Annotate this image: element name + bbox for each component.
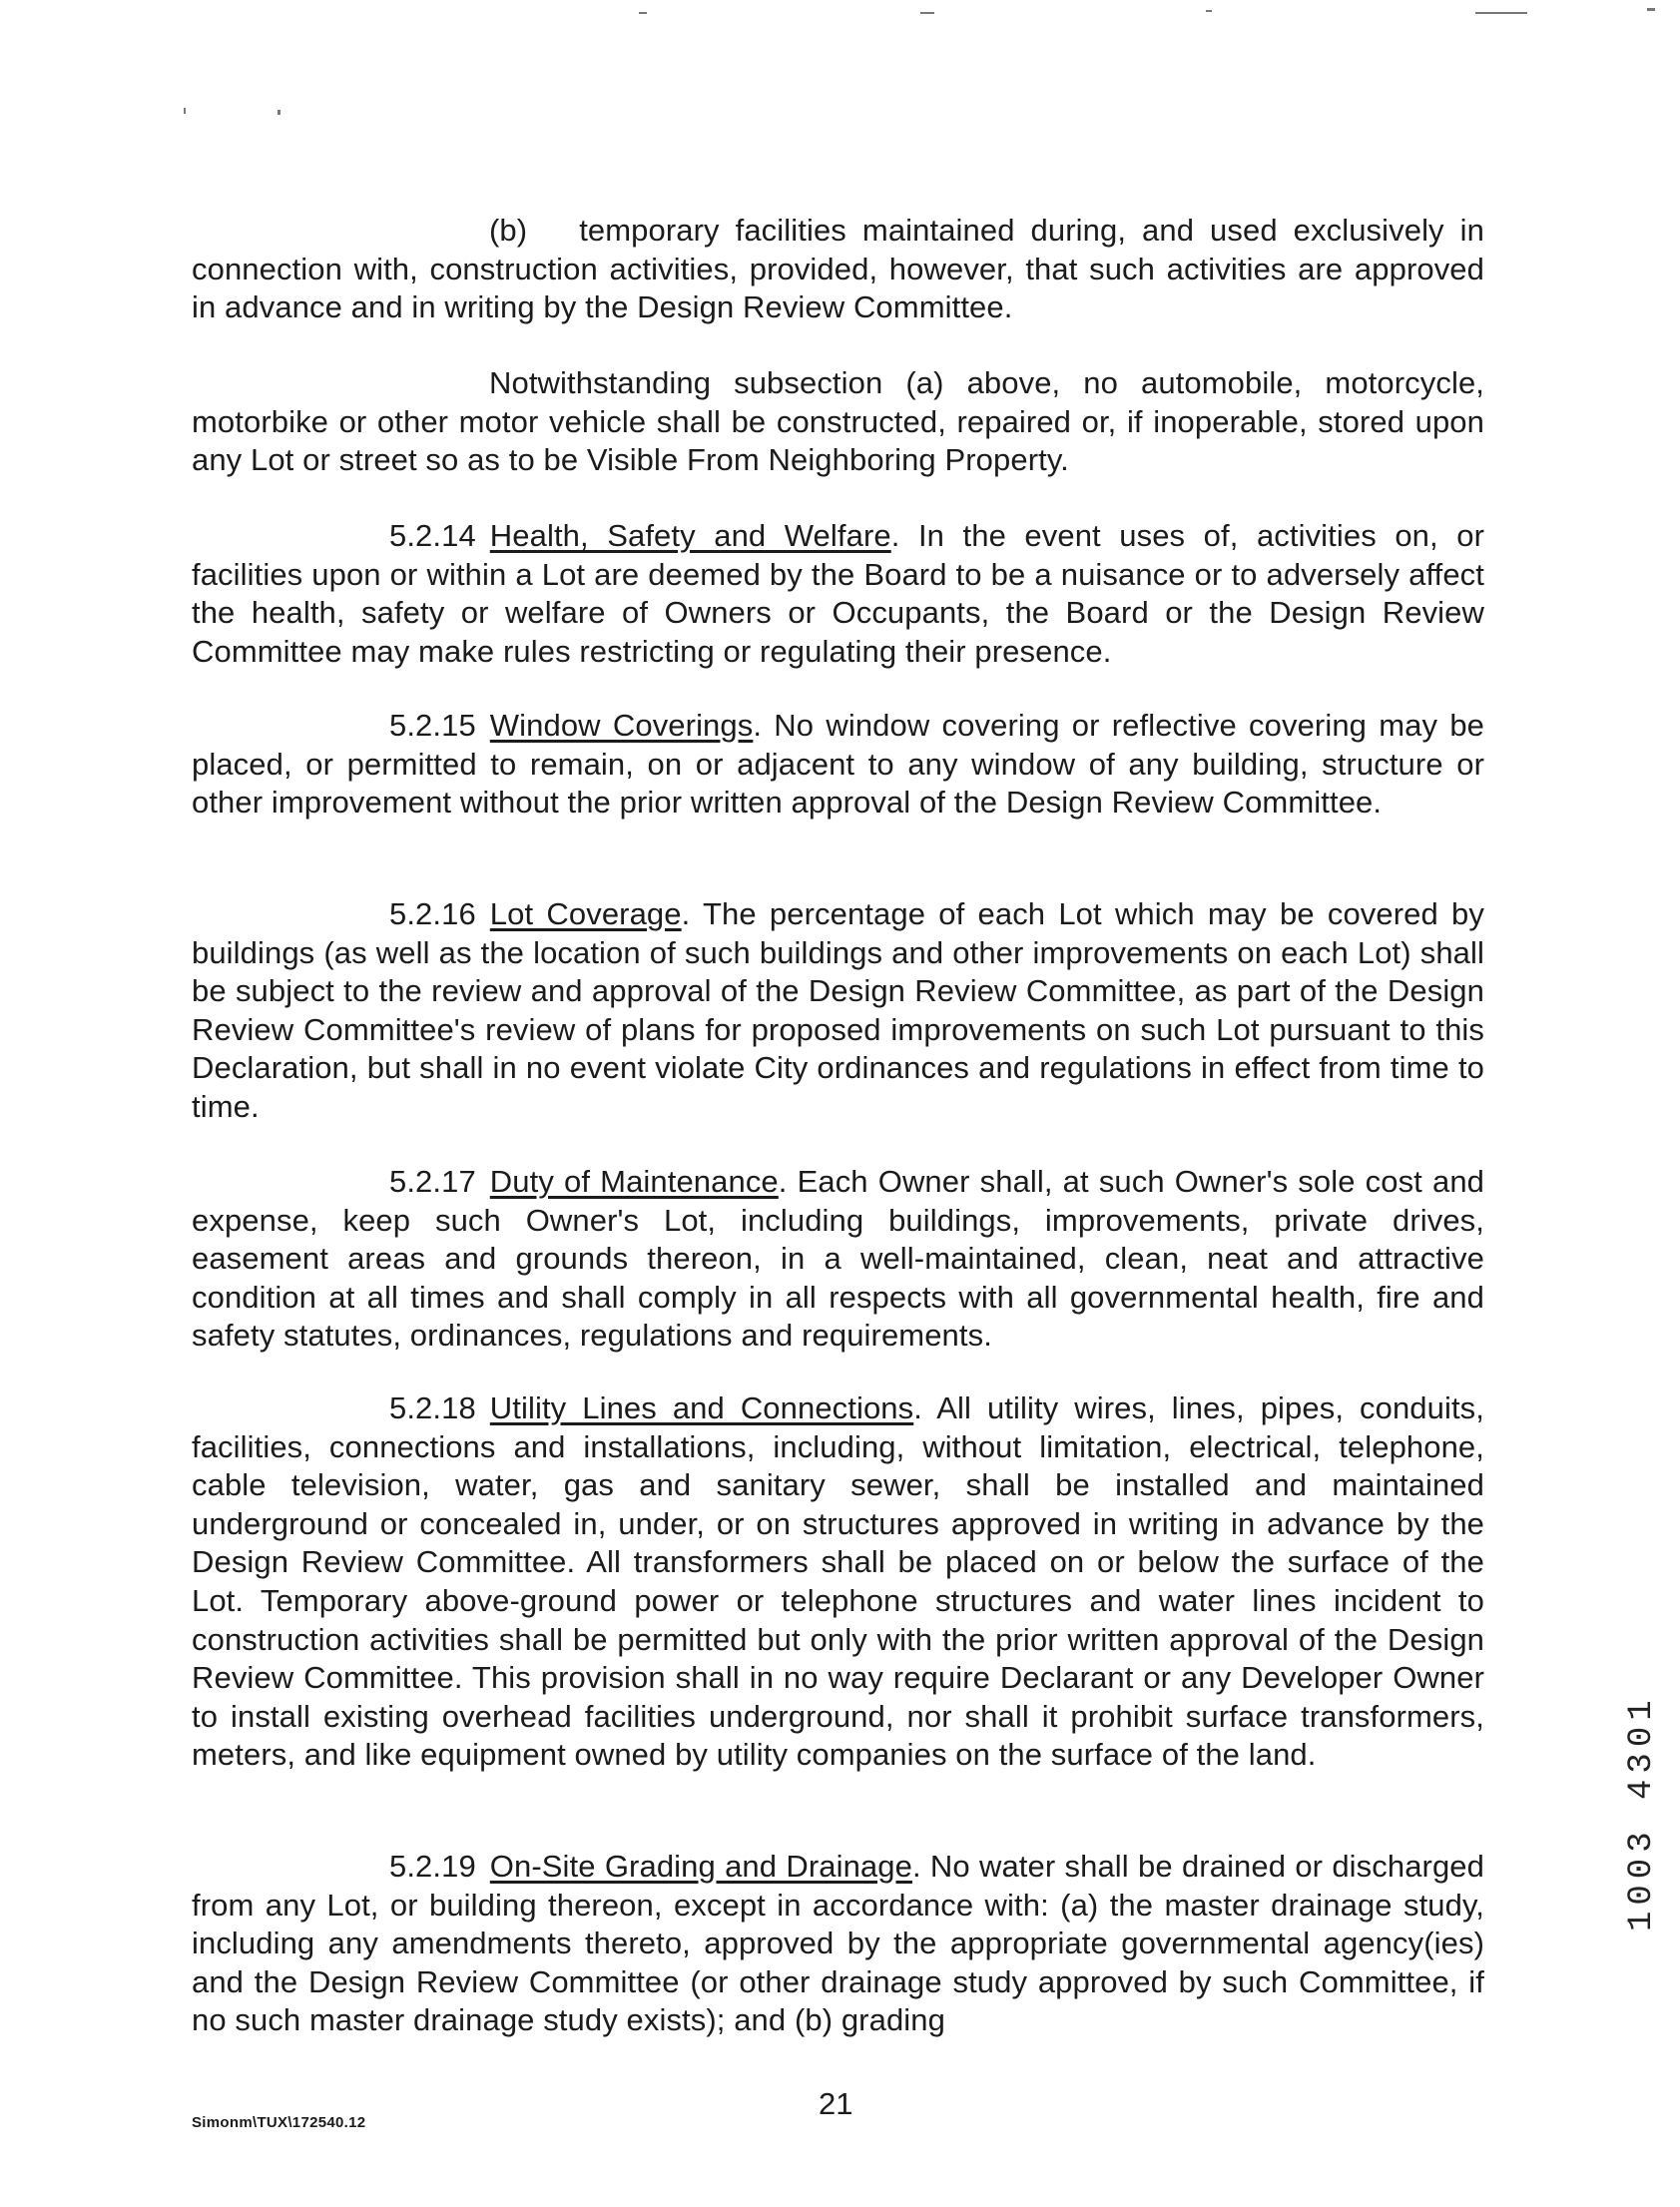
section-number: 5.2.18 (389, 1390, 476, 1425)
page-number: 21 (819, 2086, 853, 2121)
section-number: 5.2.17 (389, 1164, 476, 1199)
section-5-2-16: 5.2.16 Lot Coverage. The percentage of each Lot which may be covered by buildings (as well as the location of such buildings and other improvements on each Lot) shall be subject to the review and approval of the Design Review Committee, as part of the Design Review Committee's review of plans for proposed improvements on such Lot pursuant to this Declaration, but shall in no event violate City ordinances and regulations in effect from time to time. (192, 896, 1485, 1124)
section-5-2-15: 5.2.15 Window Coverings. No window covering or reflective covering may be placed, or permitted to remain, on or adjacent to any window of any building, structure or other improvement without the prior written approval of the Design Review Committee. (192, 708, 1484, 821)
footer-file-id: Simonm\TUX\172540.12 (192, 2114, 366, 2131)
section-text: No water shall be drained or discharged from any Lot, or building thereon, except in accordance with: (a) the master drainage study, including any amendments thereto, approved by the appropriate governmental agency(ies) and the Design Review Committee (or other drainage study approved by such Committee, if no such master drainage study exists); and (b) grading (192, 1849, 1484, 2038)
scan-artifact (920, 12, 934, 14)
paragraph-notwithstanding (192, 364, 1484, 480)
scan-artifact (1206, 10, 1212, 12)
section-heading: Health, Safety and Welfare (489, 518, 891, 553)
section-text: The percentage of each Lot which may be covered by buildings (as well as the location of such buildings and other improvements on each Lot) shall be subject to the review and approval of the Design Review Committee, as part of the Design Review Committee's review of plans for proposed improvements on such Lot pursuant to this Declaration, but shall in no event violate City ordinances and regulations in effect from time to time. (192, 896, 1485, 1124)
scan-artifact (278, 110, 280, 115)
margin-stamp-text: 1003 4301 (1623, 1694, 1661, 1931)
section-heading: Utility Lines and Connections (489, 1390, 914, 1425)
paragraph-b (192, 212, 1484, 327)
section-text: All utility wires, lines, pipes, conduits, facilities, connections and installations, including, without limitation, electrical, telephone, cable television, water, gas and sanitary sewer, shall be installed and maintained underground or concealed in, under, or on structures approved in writing in advance by the Design Review Committee. All transformers shall be placed on or below the surface of the Lot. Temporary above-ground power or telephone structures and water lines incident to construction activities shall be permitted but only with the prior written approval of the Design Review Committee. This provision shall in no way require Declarant or any Developer Owner to install existing overhead facilities underground, nor shall it prohibit surface transformers, meters, and like equipment owned by utility companies on the surface of the land. (192, 1390, 1484, 1773)
scan-artifact (1647, 8, 1655, 11)
section-5-2-18: 5.2.18 Utility Lines and Connections. All utility wires, lines, pipes, conduits, facilities, connections and installations, including, without limitation, electrical, telephone, cable television, water, gas and sanitary sewer, shall be installed and maintained underground or concealed in, under, or on structures approved in writing in advance by the Design Review Committee. All transformers shall be placed on or below the surface of the Lot. Temporary above-ground power or telephone structures and water lines incident to construction activities shall be permitted but only with the prior written approval of the Design Review Committee. This provision shall in no way require Declarant or any Developer Owner to install existing overhead facilities underground, nor shall it prohibit surface transformers, meters, and like equipment owned by utility companies on the surface of the land. (192, 1390, 1484, 1773)
section-number: 5.2.15 (389, 708, 476, 743)
section-text: In the event uses of, activities on, or facilities upon or within a Lot are deemed by the Board to be a nuisance or to adversely affect the health, safety or welfare of Owners or Occupants, the Board or the Design Review Committee may make rules restricting or regulating their presence. (192, 518, 1484, 669)
section-number: 5.2.16 (389, 896, 476, 931)
paragraph-notwithstanding-text: Notwithstanding subsection (a) above, no automobile, motorcycle, motorbike or other motor vehicle shall be constructed, repaired or, if inoperable, stored upon any Lot or street so as to be Visible From Neighboring Property. (192, 365, 1484, 478)
section-heading: Lot Coverage (489, 896, 682, 931)
section-text: No window covering or reflective covering may be placed, or permitted to remain, on or adjacent to any window of any building, structure or other improvement without the prior written approval of the Design Review Committee. (192, 708, 1484, 821)
section-5-2-14: 5.2.14 Health, Safety and Welfare. In the event uses of, activities on, or facilities upon or within a Lot are deemed by the Board to be a nuisance or to adversely affect the health, safety or welfare of Owners or Occupants, the Board or the Design Review Committee may make rules restricting or regulating their presence. (192, 518, 1484, 669)
section-heading: Window Coverings (489, 708, 754, 743)
margin-recording-stamp (1615, 1597, 1675, 1936)
section-number: 5.2.14 (389, 518, 476, 553)
section-text: Each Owner shall, at such Owner's sole cost and expense, keep such Owner's Lot, including buildings, improvements, private drives, easement areas and grounds thereon, in a well-maintained, clean, neat and attractive condition at all times and shall comply in all respects with all governmental health, fire and safety statutes, ordinances, regulations and requirements. (192, 1164, 1485, 1354)
scan-artifact (184, 108, 186, 114)
paragraph-b-label: (b) (489, 213, 528, 248)
section-5-2-17: 5.2.17 Duty of Maintenance. Each Owner shall, at such Owner's sole cost and expense, keep such Owner's Lot, including buildings, improvements, private drives, easement areas and grounds thereon, in a well-maintained, clean, neat and attractive condition at all times and shall comply in all respects with all governmental health, fire and safety statutes, ordinances, regulations and requirements. (192, 1164, 1485, 1354)
paragraph-b-text: temporary facilities maintained during, and used exclusively in connection with, construction activities, provided, however, that such activities are approved in advance and in writing by the Design Review Committee. (192, 213, 1484, 325)
section-heading: On-Site Grading and Drainage (489, 1849, 912, 1884)
section-number: 5.2.19 (389, 1849, 476, 1884)
scan-artifact (639, 12, 647, 14)
scan-artifact (1475, 12, 1527, 14)
section-heading: Duty of Maintenance (489, 1164, 779, 1199)
section-5-2-19: 5.2.19 On-Site Grading and Drainage. No water shall be drained or discharged from any Lot, or building thereon, except in accordance with: (a) the master drainage study, including any amendments thereto, approved by the appropriate governmental agency(ies) and the Design Review Committee (or other drainage study approved by such Committee, if no such master drainage study exists); and (b) grading (192, 1849, 1484, 2038)
